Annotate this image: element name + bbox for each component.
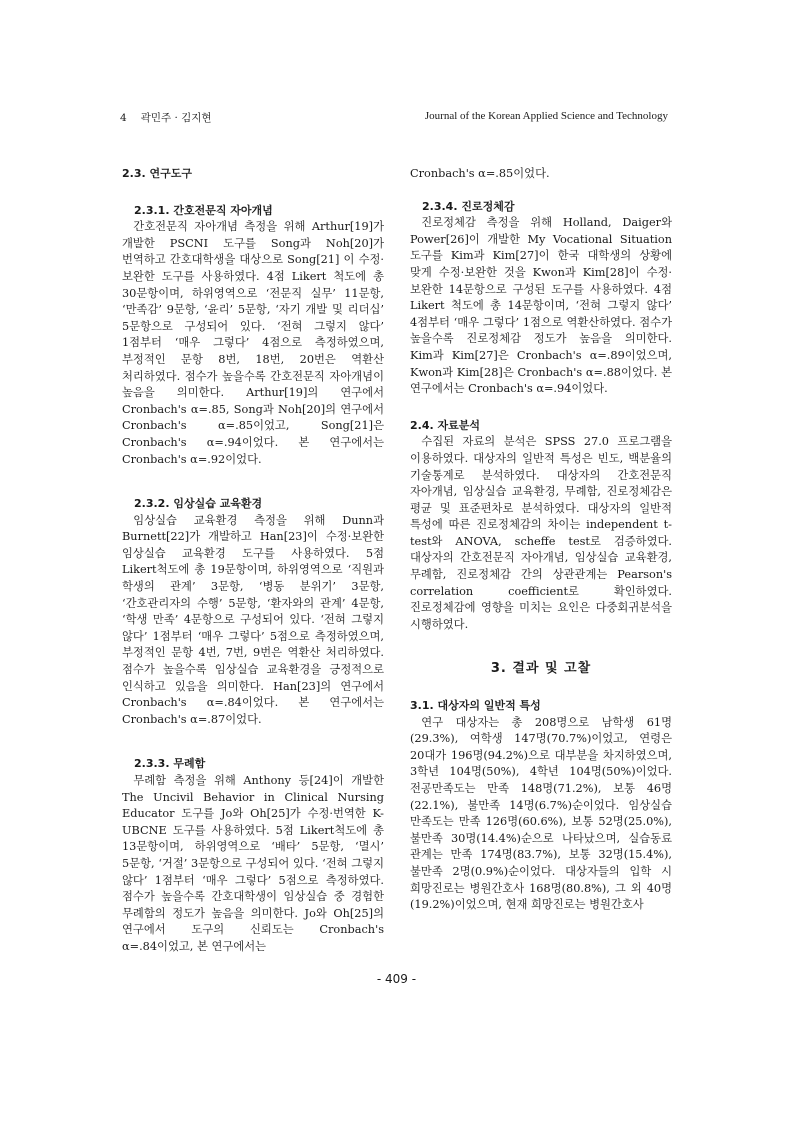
section-2-3-4-heading: 2.3.4. 진로정체감 — [422, 199, 515, 213]
page-folio: - 409 - — [376, 972, 417, 986]
continuation-text: Cronbach's α=.85이었다. — [410, 167, 550, 180]
journal-title: Journal of the Korean Applied Science and Technology — [424, 110, 668, 122]
section-2-3-1-body: 간호전문직 자아개념 측정을 위해 Arthur[19]가 개발한 PSCNI 도구를 Song과 Noh[20]가 번역하고 간호대학생을 대상으로 Song[21] 이 수정·보완한 도구를 사용하였다. 4점 Likert 척도에 총 30문항이며, 하위영역으로 ‘전문직 실무’ 11문항, ‘만족감’ 9문항, ‘윤리’ 5문항, ‘자기 개발 및 리더십’ 5문항으로 구성되어 있다. ‘전혀 그렇지 않다’ 1점부터 ‘매우 그렇다’ 4점으로 측정하였으며, 부정적인 문항 8번, 18번, 20번은 역환산 처리하였다. 점수가 높을수록 간호전문직 자아개념이 높음을 의미한다. Arthur[19]의 연구에서 Cronbach's α=.85, Song과 Noh[20]의 연구에서 Cronbach's α=.85이었고, Song[21]은 Cronbach's α=.94이었다. 본 연구에서는 Cronbach's α=.92이었다. — [122, 220, 384, 466]
section-2-3-2-heading: 2.3.2. 임상실습 교육환경 — [134, 497, 263, 511]
section-3-1-body: 연구 대상자는 총 208명으로 남학생 61명(29.3%), 여학생 147명(70.7%)이었고, 연령은 20대가 196명(94.2%)으로 대부분을 차지하였으며, 3학년 104명(50%), 4학년 104명(50%)이었다. 전공만족도는 만족 148명(71.2%), 보통 46명(22.1%), 불만족 14명(6.7%)순이었다. 임상실습 만족도는 만족 126명(60.6%), 보통 52명(25.0%), 불만족 30명(14.4%)순으로 나타났으며, 실습동료 관계는 만족 174명(83.7%), 보통 32명(15.4%), 불만족 2명(0.9%)순이었다. 대상자들의 입학 시 희망진로는 병원간호사 168명(80.8%), 그 외 40명(19.2%)이었으며, 현재 희망진로는 병원간호사 — [410, 715, 672, 912]
section-2-4-body: 수집된 자료의 분석은 SPSS 27.0 프로그램을 이용하였다. 대상자의 일반적 특성은 빈도, 백분율의 기술통계로 분석하였다. 대상자의 간호전문직 자아개념, 임상실습 교육환경, 무례함, 진로정체감은 평균 및 표준편차로 분석하였다. 대상자의 일반적 특성에 따른 진로정체감의 차이는 independent t-test와 ANOVA, scheffe test로 검증하였다. 대상자의 간호전문직 자아개념, 임상실습 교육환경, 무례함, 진로정체감 간의 상관관계는 Pearson's correlation coefficient로 확인하였다. 진로정체감에 영향을 미치는 요인은 다중회귀분석을 시행하였다. — [410, 435, 672, 631]
section-2-4-heading: 2.4. 자료분석 — [410, 418, 480, 432]
section-2-3-3-heading: 2.3.3. 무례함 — [134, 757, 206, 771]
right-column — [410, 166, 672, 914]
author-names: 곽민주 · 김지현 — [140, 112, 212, 124]
section-2-3-heading: 2.3. 연구도구 — [122, 167, 192, 180]
page-number: 4 — [120, 112, 127, 124]
section-2-3-3-body: 무례함 측정을 위해 Anthony 등[24]이 개발한 The Uncivil Behavior in Clinical Nursing Educator 도구를 Jo와 Oh[25]가 수정·번역한 K-UBCNE 도구를 사용하였다. 5점 Likert척도에 총 13문항이며, 하위영역으로 ‘배타’ 5문항, ‘멸시’ 5문항, ‘거절’ 3문항으로 구성되어 있다. ‘전혀 그렇지 않다’ 1점부터 ‘매우 그렇다’ 5점으로 측정하였다. 점수가 높을수록 간호대학생이 임상실습 중 경험한 무례함의 정도가 높음을 의미한다. Jo와 Oh[25]의 연구에서 도구의 신뢰도는 Cronbach's α=.84이었고, 본 연구에서는 — [122, 774, 384, 953]
section-2-3-2-body: 임상실습 교육환경 측정을 위해 Dunn과 Burnett[22]가 개발하고 Han[23]이 수정·보완한 임상실습 교육환경 도구를 사용하였다. 5점 Likert척도에 총 19문항이며, 하위영역으로 ‘직원과 학생의 관계’ 3문항, ‘병동 분위기’ 3문항, ‘간호관리자의 수행’ 5문항, ‘환자와의 관계’ 4문항, ‘학생 만족’ 4문항으로 구성되어 있다. ‘전혀 그렇지 않다’ 1점부터 ‘매우 그렇다’ 5점으로 측정하였으며, 부정적인 문항 4번, 7번, 9번은 역환산 처리하였다. 점수가 높을수록 임상실습 교육환경을 긍정적으로 인식하고 있음을 의미한다. Han[23]의 연구에서 Cronbach's α=.84이었다. 본 연구에서는 Cronbach's α=.87이었다. — [122, 513, 384, 726]
section-2-3-1-heading: 2.3.1. 간호전문직 자아개념 — [134, 203, 273, 217]
section-3-1-heading: 3.1. 대상자의 일반적 특성 — [410, 699, 541, 713]
running-head — [120, 110, 668, 126]
running-head-left — [120, 110, 212, 125]
section-2-3-4-body: 진로정체감 측정을 위해 Holland, Daiger와 Power[26]이 개발한 My Vocational Situation 도구를 Kim과 Kim[27]이 한국 대학생의 상황에 맞게 수정·보완한 것을 Kwon과 Kim[28]이 수정·보완한 14문항으로 구성된 도구를 사용하였다. 4점 Likert 척도에 총 14문항이며, ‘전혀 그렇지 않다’ 4점부터 ‘매우 그렇다’ 1점으로 역환산하였다. 점수가 높을수록 진로정체감 정도가 높음을 의미한다. Kim과 Kim[27]은 Cronbach's α=.89이었으며, Kwon과 Kim[28]은 Cronbach's α=.88이었다. 본 연구에서는 Cronbach's α=.94이었다. — [410, 216, 672, 396]
section-3-heading: 3. 결과 및 고찰 — [490, 661, 592, 677]
left-column — [122, 166, 384, 956]
